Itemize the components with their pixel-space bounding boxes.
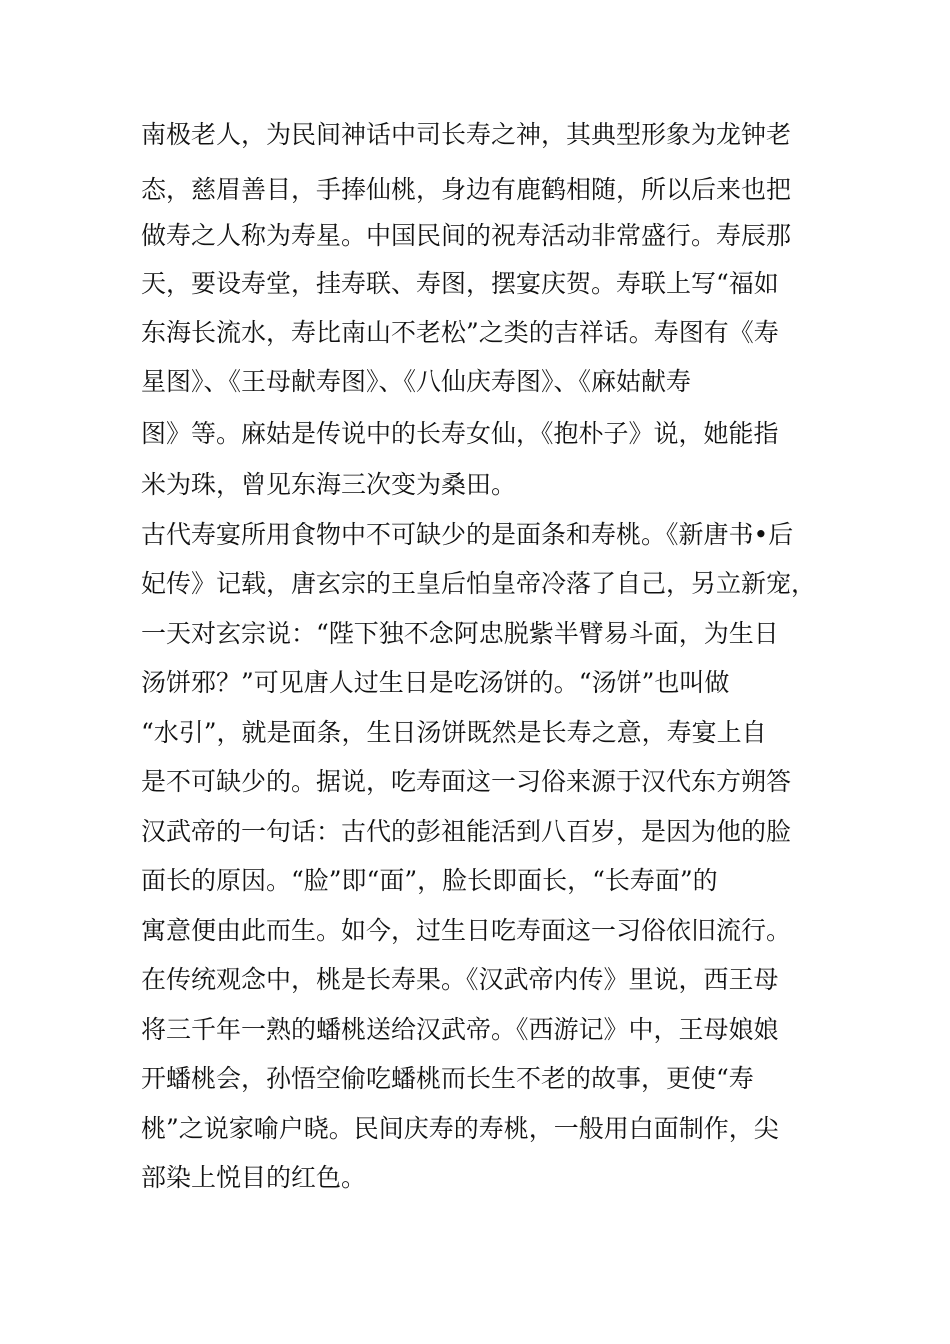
- paragraph-2-line: 面长的原因。“脸”即“面”，脸长即面长，“长寿面”的: [141, 866, 718, 895]
- paragraph-2-line: 妃传》记载，唐玄宗的王皇后怕皇帝冷落了自己，另立新宠，: [141, 569, 817, 598]
- paragraph-1-line: 态，慈眉善目，手捧仙桃，身边有鹿鹤相随，所以后来也把: [141, 175, 792, 204]
- paragraph-1-line: 天，要设寿堂，挂寿联、寿图，摆宴庆贺。寿联上写“福如: [141, 269, 779, 298]
- paragraph-2-line: 汉武帝的一句话：古代的彭祖能活到八百岁，是因为他的脸: [141, 817, 792, 846]
- paragraph-2-line: 寓意便由此而生。如今，过生日吃寿面这一习俗依旧流行。: [141, 916, 792, 945]
- paragraph-2-line: 开蟠桃会，孙悟空偷吃蟠桃而长生不老的故事，更使“寿: [141, 1064, 754, 1093]
- paragraph-2-line: 古代寿宴所用食物中不可缺少的是面条和寿桃。《新唐书•后: [141, 520, 794, 549]
- paragraph-2-line: 桃”之说家喻户晓。民间庆寿的寿桃，一般用白面制作，尖: [141, 1114, 779, 1143]
- paragraph-2-line: 部染上悦目的红色。: [141, 1163, 367, 1192]
- paragraph-2-line: 一天对玄宗说：“陛下独不念阿忠脱紫半臂易斗面，为生日: [141, 619, 779, 648]
- paragraph-1-line: 东海长流水，寿比南山不老松”之类的吉祥话。寿图有《寿: [141, 318, 779, 347]
- paragraph-2-line: 是不可缺少的。据说，吃寿面这一习俗来源于汉代东方朔答: [141, 767, 792, 796]
- paragraph-2-line: 汤饼邪？”可见唐人过生日是吃汤饼的。“汤饼”也叫做: [141, 668, 730, 697]
- paragraph-2-line: 在传统观念中，桃是长寿果。《汉武帝内传》里说，西王母: [141, 965, 779, 994]
- paragraph-1-line: 图》等。麻姑是传说中的长寿女仙，《抱朴子》说，她能指: [141, 419, 779, 448]
- paragraph-1-line: 米为珠，曾见东海三次变为桑田。: [141, 470, 517, 499]
- paragraph-1-line: 南极老人，为民间神话中司长寿之神，其典型形象为龙钟老: [141, 120, 792, 149]
- paragraph-1-line: 星图》、《王母献寿图》、《八仙庆寿图》、《麻姑献寿: [141, 367, 692, 396]
- paragraph-2-line: 将三千年一熟的蟠桃送给汉武帝。《西游记》中，王母娘娘: [141, 1015, 779, 1044]
- paragraph-1-line: 做寿之人称为寿星。中国民间的祝寿活动非常盛行。寿辰那: [141, 221, 792, 250]
- paragraph-2-line: “水引”，就是面条，生日汤饼既然是长寿之意，寿宴上自: [141, 718, 767, 747]
